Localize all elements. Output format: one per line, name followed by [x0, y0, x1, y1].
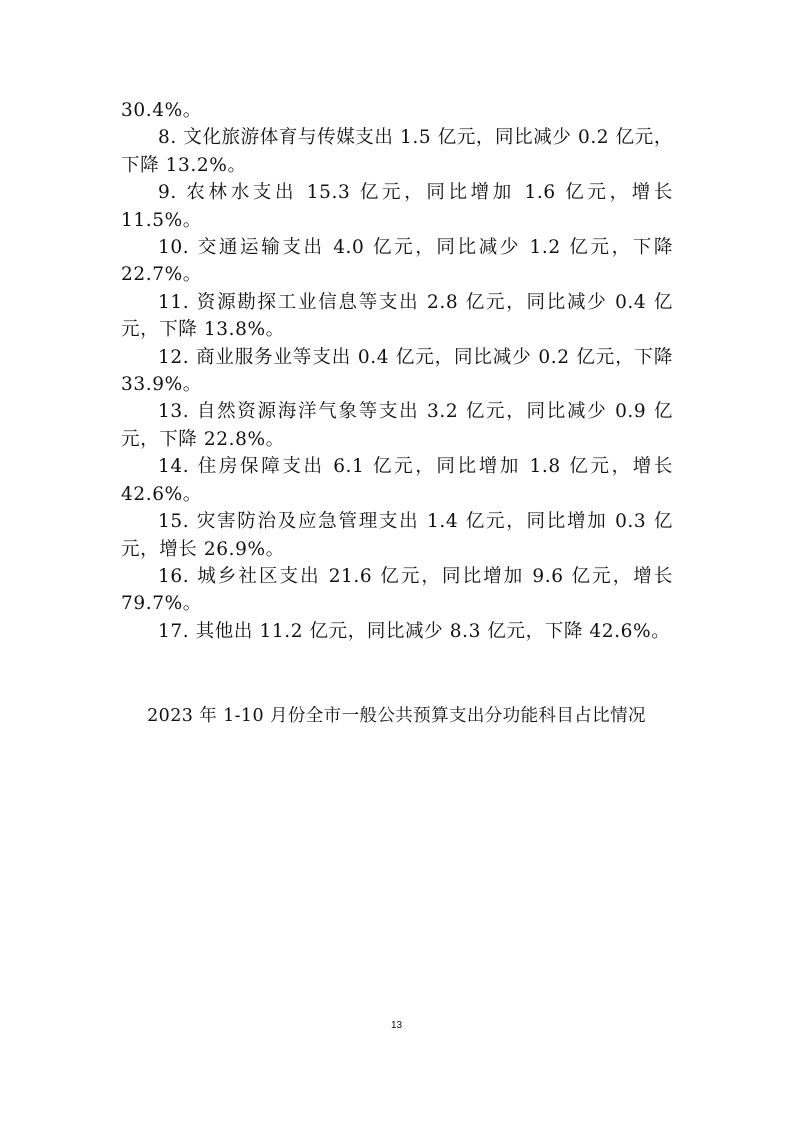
paragraph-item-12: 12. 商业服务业等支出 0.4 亿元，同比减少 0.2 亿元，下降 33.9%。	[121, 346, 673, 396]
paragraph-item-16: 16. 城乡社区支出 21.6 亿元，同比增加 9.6 亿元，增长 79.7%。	[121, 565, 673, 615]
paragraph-item-11: 11. 资源勘探工业信息等支出 2.8 亿元，同比减少 0.4 亿元，下降 13.8%。	[121, 291, 673, 341]
paragraph-item-9: 9. 农林水支出 15.3 亿元，同比增加 1.6 亿元，增长 11.5%。	[121, 182, 673, 231]
paragraph-item-14: 14. 住房保障支出 6.1 亿元，同比增加 1.8 亿元，增长 42.6%。	[121, 456, 673, 505]
paragraph-item-15: 15. 灾害防治及应急管理支出 1.4 亿元，同比增加 0.3 亿元，增长 26.9%。	[121, 511, 673, 560]
paragraph-item-8: 8. 文化旅游体育与传媒支出 1.5 亿元，同比减少 0.2 亿元，下降 13.2%。	[121, 127, 673, 176]
figure-caption: 2023 年 1-10 月份全市一般公共预算支出分功能科目占比情况	[147, 706, 646, 726]
paragraph-item-10: 10. 交通运输支出 4.0 亿元，同比减少 1.2 亿元，下降 22.7%。	[121, 237, 673, 286]
paragraph-continuation: 30.4%。	[121, 100, 202, 121]
paragraph-item-17: 17. 其他出 11.2 亿元，同比减少 8.3 亿元，下降 42.6%。	[158, 620, 671, 642]
paragraph-item-13: 13. 自然资源海洋气象等支出 3.2 亿元，同比减少 0.9 亿元，下降 22.8%。	[121, 401, 673, 450]
document-body	[121, 97, 673, 645]
page-number: 13	[390, 1020, 403, 1031]
